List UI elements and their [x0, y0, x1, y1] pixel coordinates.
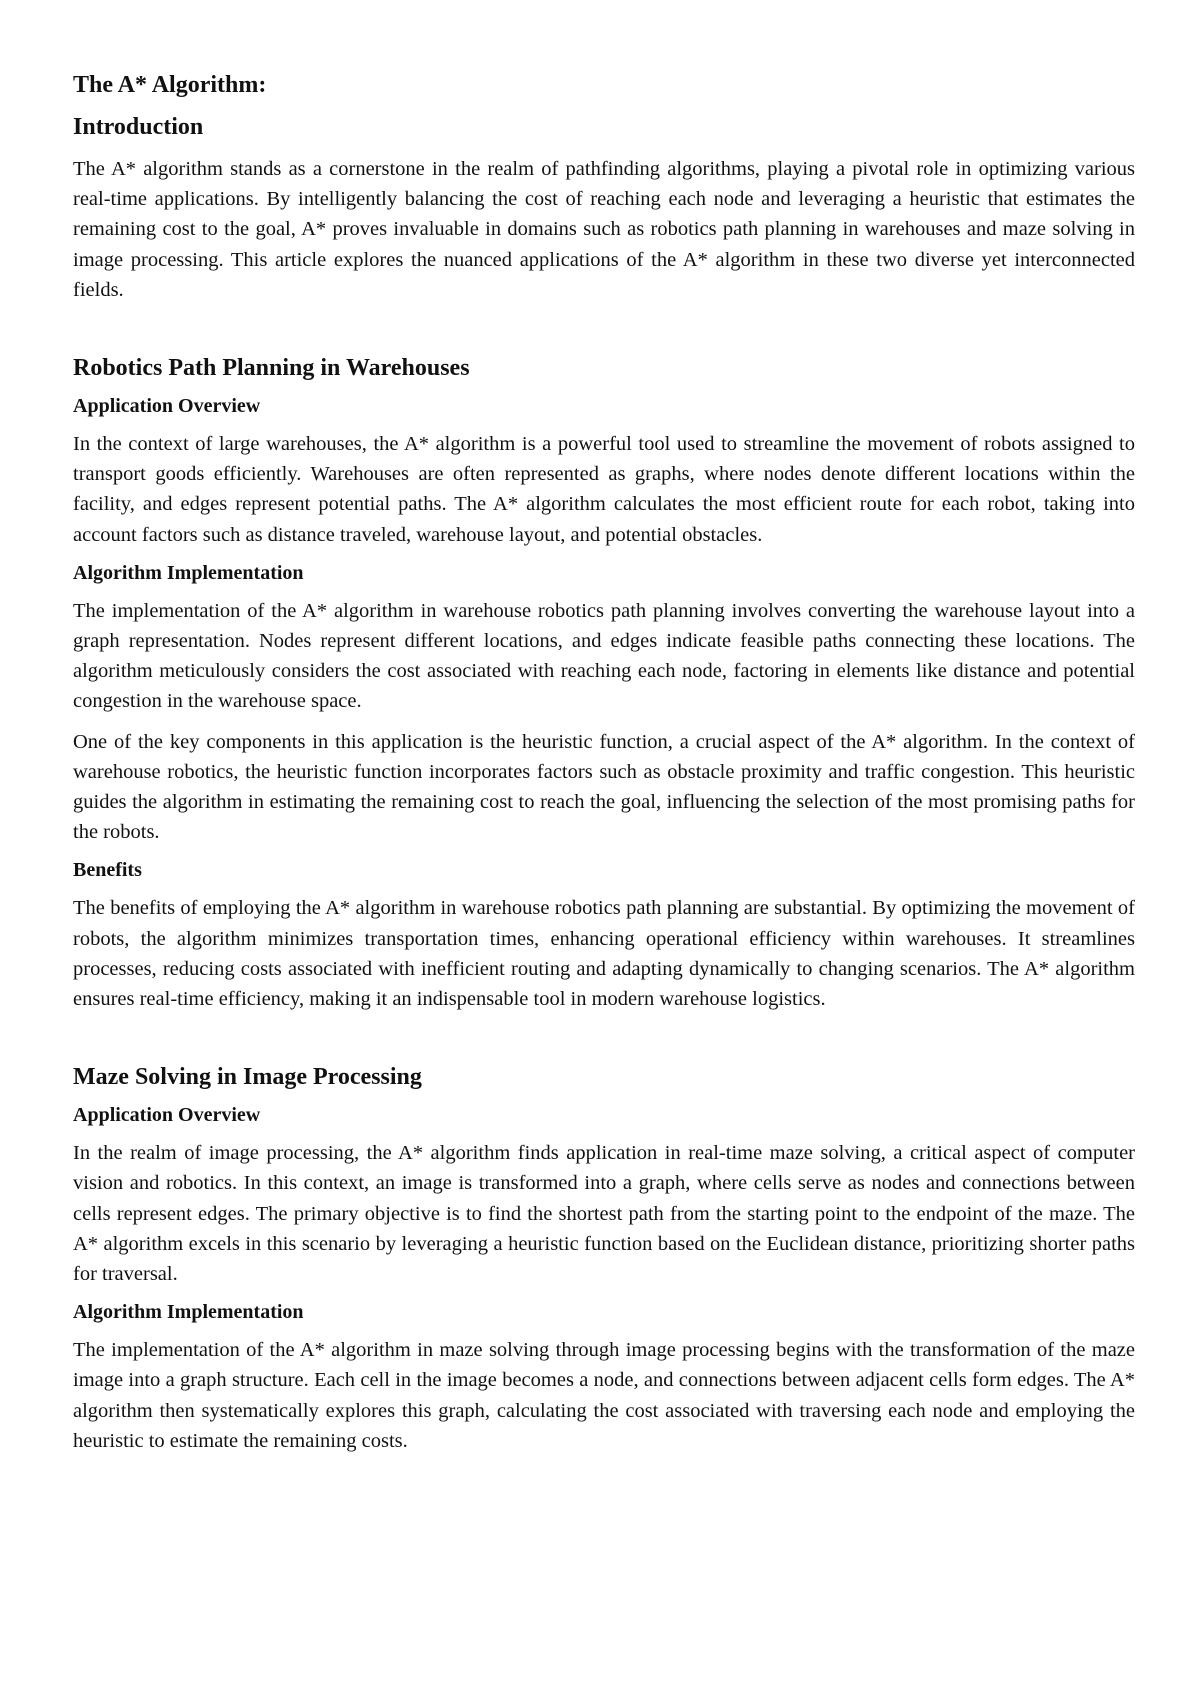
warehouse-implementation-paragraph-2: One of the key components in this application is the heuristic function, a crucial aspect of the A* algorithm. In the context of warehouse robotics, the heuristic function incorporates factors such as obstacle proximity and traffic congestion. This heuristic guides the algorithm in estimating the remaining cost to reach the goal, influencing the selection of the most promising paths for the robots.: [73, 730, 1135, 844]
maze-implementation-paragraph: The implementation of the A* algorithm in maze solving through image processing begins with the transformation of the maze image into a graph structure. Each cell in the image becomes a node, and connections between adjacent cells form edges. The A* algorithm then systematically explores this graph, calculating the cost associated with traversing each node and employing the heuristic to estimate the remaining costs.: [73, 1339, 1135, 1452]
warehouse-benefits-heading: Benefits: [73, 859, 142, 882]
document-page: [73, 70, 1135, 1466]
warehouse-implementation-heading: Algorithm Implementation: [73, 561, 304, 584]
warehouse-overview-heading: Application Overview: [73, 395, 261, 418]
document-title: The A* Algorithm:: [73, 72, 267, 98]
warehouse-section-heading: Robotics Path Planning in Warehouses: [73, 355, 470, 382]
intro-paragraph: The A* algorithm stands as a cornerstone in the realm of pathfinding algorithms, playing a pivotal role in optimizing various real-time applications. By intelligently balancing the cost of reaching each node and leveraging a heuristic that estimates the remaining cost to the goal, A* proves invaluable in domains such as robotics path planning in warehouses and maze solving in image processing. This article explores the nuanced applications of the A* algorithm in these two diverse yet interconnected fields.: [73, 158, 1135, 301]
intro-heading: Introduction: [73, 114, 204, 140]
maze-implementation-heading: Algorithm Implementation: [73, 1301, 304, 1324]
warehouse-benefits-paragraph: The benefits of employing the A* algorithm in warehouse robotics path planning are substantial. By optimizing the movement of robots, the algorithm minimizes transportation times, enhancing operational efficiency within warehouses. It streamlines processes, reducing costs associated with inefficient routing and adapting dynamically to changing scenarios. The A* algorithm ensures real-time efficiency, making it an indispensable tool in modern warehouse logistics.: [73, 897, 1135, 1011]
maze-overview-heading: Application Overview: [73, 1104, 261, 1127]
warehouse-overview-paragraph: In the context of large warehouses, the A* algorithm is a powerful tool used to streamline the movement of robots assigned to transport goods efficiently. Warehouses are often represented as graphs, where nodes denote different locations within the facility, and edges represent potential paths. The A* algorithm calculates the most efficient route for each robot, taking into account factors such as distance traveled, warehouse layout, and potential obstacles.: [73, 433, 1135, 546]
warehouse-implementation-paragraph-1: The implementation of the A* algorithm in warehouse robotics path planning involves converting the warehouse layout into a graph representation. Nodes represent different locations, and edges indicate feasible paths connecting these locations. The algorithm meticulously considers the cost associated with reaching each node, factoring in elements like distance and potential congestion in the warehouse space.: [73, 599, 1135, 713]
maze-overview-paragraph: In the realm of image processing, the A* algorithm finds application in real-time maze solving, a critical aspect of computer vision and robotics. In this context, an image is transformed into a graph, where cells serve as nodes and connections between cells represent edges. The primary objective is to find the shortest path from the starting point to the endpoint of the maze. The A* algorithm excels in this scenario by leveraging a heuristic function based on the Euclidean distance, prioritizing shorter paths for traversal.: [73, 1142, 1135, 1286]
maze-section-heading: Maze Solving in Image Processing: [73, 1064, 422, 1091]
